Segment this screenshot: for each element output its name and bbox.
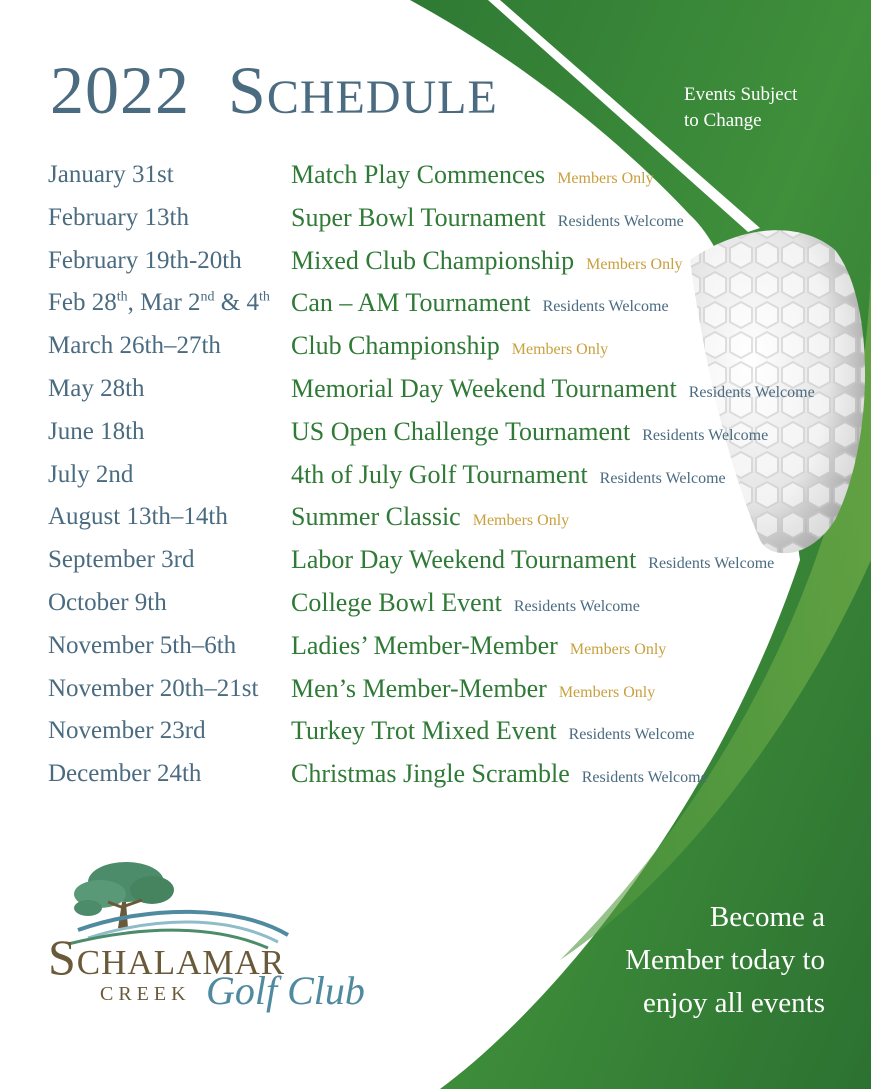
schedule-row <box>0 329 871 365</box>
schedule-row <box>0 201 871 237</box>
event-entry <box>291 158 654 196</box>
schedule-row <box>0 158 871 194</box>
schedule-row <box>0 458 871 494</box>
event-entry <box>291 458 726 496</box>
residents-welcome-badge: Residents Welcome <box>599 469 726 487</box>
event-entry <box>291 672 655 710</box>
schedule-row <box>0 543 871 579</box>
event-name: US Open Challenge Tournament <box>291 416 631 446</box>
cta-line-1: Become a <box>709 901 825 933</box>
event-entry <box>291 286 669 324</box>
event-name: College Bowl Event <box>291 588 502 617</box>
residents-welcome-badge: Residents Welcome <box>542 298 669 316</box>
members-only-badge: Members Only <box>569 640 667 658</box>
title-text: Schedule <box>228 52 498 128</box>
residents-welcome-badge: Residents Welcome <box>513 598 640 615</box>
residents-welcome-badge: Residents Welcome <box>648 555 775 573</box>
members-only-badge: Members Only <box>586 255 683 273</box>
event-date <box>48 286 270 320</box>
event-entry <box>291 201 684 239</box>
event-entry <box>291 586 640 624</box>
events-subject-note <box>684 82 797 134</box>
event-entry <box>291 329 608 367</box>
event-name: Match Play Commences <box>291 160 546 189</box>
schedule-row <box>0 286 871 322</box>
schedule-row <box>0 415 871 451</box>
members-only-badge: Members Only <box>472 512 570 530</box>
event-date: August 13th–14th <box>48 503 228 531</box>
event-name: Men’s Member-Member <box>291 673 547 703</box>
event-entry <box>291 757 708 795</box>
event-date: November 20th–21st <box>48 674 259 702</box>
schedule-row <box>0 244 871 280</box>
event-date: November 5th–6th <box>48 631 237 659</box>
event-entry <box>291 415 768 453</box>
residents-welcome-badge: Residents Welcome <box>557 212 684 230</box>
page-title <box>50 50 498 130</box>
event-date: March 26th–27th <box>48 332 221 360</box>
logo-name: Schalamar <box>48 929 286 985</box>
schedule-row <box>0 500 871 536</box>
event-name: Christmas Jingle Scramble <box>291 759 570 789</box>
event-entry <box>291 500 569 538</box>
event-name: Super Bowl Tournament <box>291 202 546 232</box>
residents-welcome-badge: Residents Welcome <box>581 769 708 787</box>
event-entry <box>291 629 666 667</box>
event-entry <box>291 244 683 282</box>
event-name: Ladies’ Member-Member <box>291 630 558 660</box>
event-name: 4th of July Golf Tournament <box>291 459 588 489</box>
date-part: & 4 <box>214 289 259 317</box>
event-date: January 31st <box>48 161 174 188</box>
note-line-2: to Change <box>684 110 762 131</box>
date-part: , Mar 2 <box>127 289 201 317</box>
event-name: Summer Classic <box>291 502 461 532</box>
date-ordinal: th <box>259 290 270 306</box>
title-year: 2022 <box>50 52 190 128</box>
event-date: July 2nd <box>48 460 134 488</box>
membership-cta <box>625 896 825 1025</box>
schedule-row <box>0 672 871 708</box>
event-date: May 28th <box>48 375 145 402</box>
schedule-row <box>0 629 871 665</box>
schedule-row <box>0 372 871 408</box>
logo-golf-club: Golf Club <box>206 968 365 1013</box>
date-ordinal: th <box>116 290 128 306</box>
event-date: December 24th <box>48 760 202 788</box>
event-date: June 18th <box>48 417 145 445</box>
date-part: Feb 28 <box>48 289 117 317</box>
schedule-row <box>0 757 871 793</box>
event-name: Turkey Trot Mixed Event <box>291 716 557 746</box>
cta-line-3: enjoy all events <box>642 987 825 1019</box>
event-date: February 13th <box>48 203 189 231</box>
residents-welcome-badge: Residents Welcome <box>642 426 769 444</box>
event-date: October 9th <box>48 589 167 616</box>
members-only-badge: Members Only <box>558 683 656 701</box>
residents-welcome-badge: Residents Welcome <box>568 726 695 744</box>
event-name: Memorial Day Weekend Tournament <box>291 374 677 403</box>
date-ordinal: nd <box>200 290 215 306</box>
members-only-badge: Members Only <box>557 170 654 187</box>
event-date: February 19th-20th <box>48 246 242 274</box>
note-line-1: Events Subject <box>684 84 798 105</box>
event-date: September 3rd <box>48 546 195 574</box>
event-name: Can – AM Tournament <box>291 288 531 318</box>
event-name: Club Championship <box>291 331 500 361</box>
schedule-row <box>0 714 871 750</box>
event-name: Mixed Club Championship <box>291 245 575 275</box>
logo-creek: CREEK <box>100 983 191 1005</box>
schedule-row <box>0 586 871 622</box>
event-name: Labor Day Weekend Tournament <box>291 545 637 575</box>
cta-line-2: Member today to <box>625 944 825 976</box>
event-entry <box>291 543 774 581</box>
residents-welcome-badge: Residents Welcome <box>688 384 815 401</box>
event-entry <box>291 372 815 410</box>
event-date: November 23rd <box>48 717 206 745</box>
members-only-badge: Members Only <box>511 341 609 359</box>
event-entry <box>291 714 695 752</box>
